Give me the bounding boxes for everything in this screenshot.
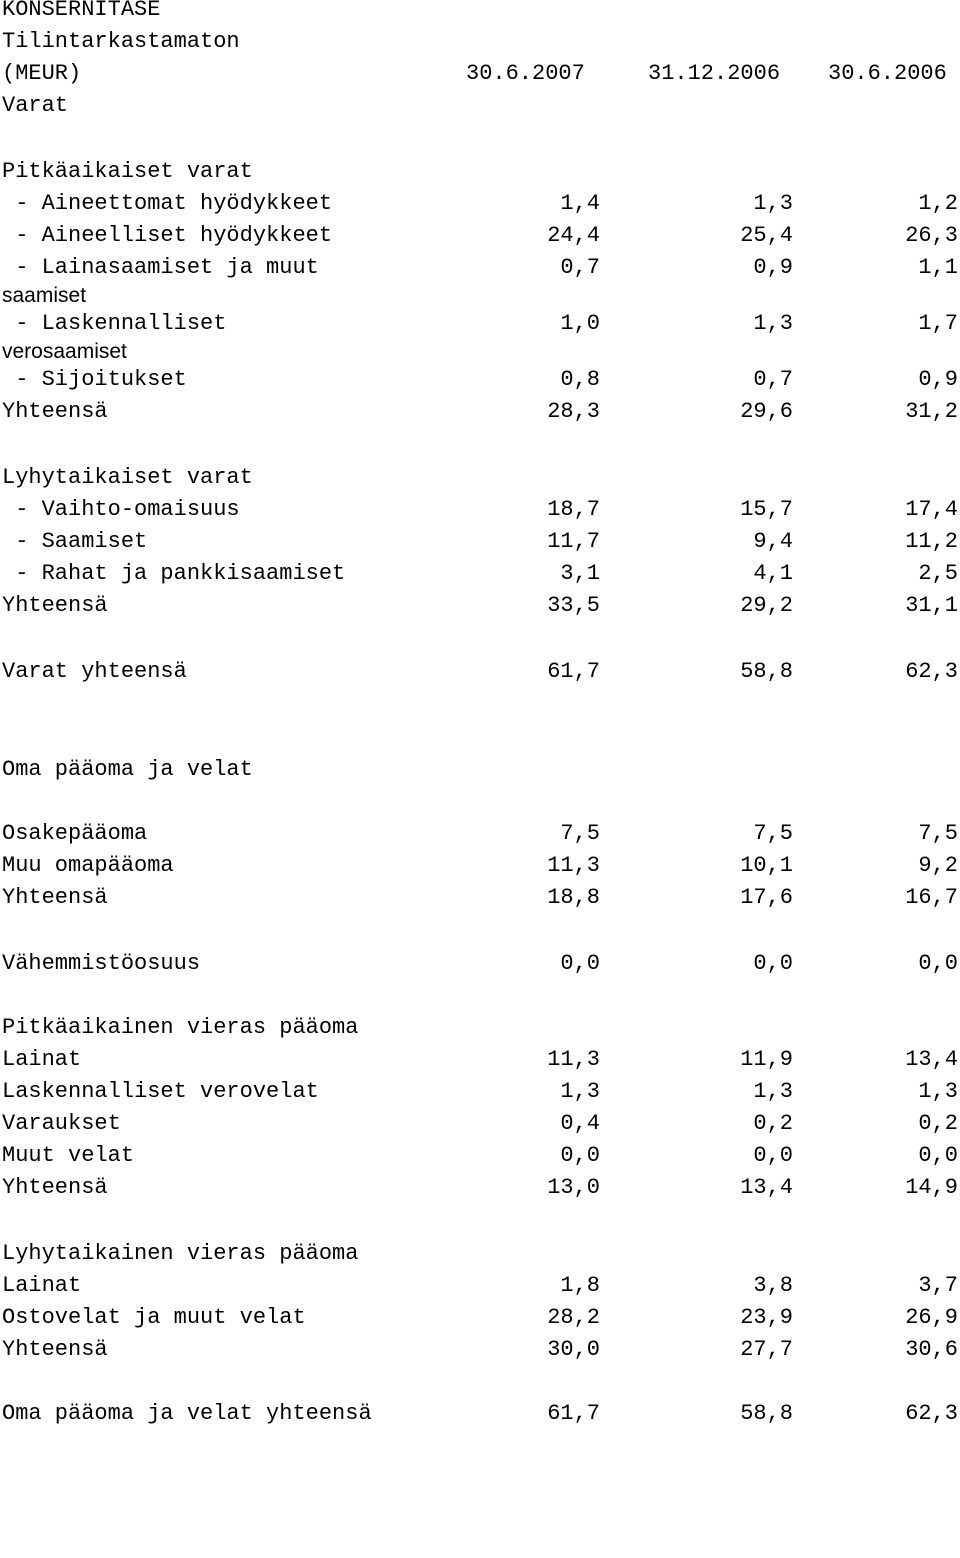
- subtotal-row: Yhteensä 30,0 27,7 30,6: [2, 1337, 958, 1362]
- section-title-pitkaaikaiset-varat: Pitkäaikaiset varat: [2, 159, 253, 184]
- column-header-2006-12: 31.12.2006: [648, 61, 781, 86]
- column-header-row: [2, 58, 958, 90]
- table-row: Ostovelat ja muut velat 28,2 23,9 26,9: [2, 1305, 958, 1330]
- table-row: - Lainasaamiset ja muut 0,7 0,9 1,1: [2, 255, 958, 280]
- section-title-oma-paaoma-ja-velat: Oma pääoma ja velat: [2, 757, 253, 782]
- table-row-vahemmistoosuus: Vähemmistöosuus 0,0 0,0 0,0: [2, 951, 958, 976]
- table-row: - Aineelliset hyödykkeet 24,4 25,4 26,3: [2, 223, 958, 248]
- row-label-continuation: verosaamiset: [2, 340, 127, 363]
- section-title-varat: Varat: [2, 93, 69, 118]
- table-row: - Vaihto-omaisuus 18,7 15,7 17,4: [2, 497, 958, 522]
- row-label-continuation: saamiset: [2, 284, 87, 307]
- unit-label: (MEUR): [2, 61, 82, 86]
- table-row: Lainat 11,3 11,9 13,4: [2, 1047, 958, 1072]
- section-title-pitkaaikainen-vieras-paaoma: Pitkäaikainen vieras pääoma: [2, 1015, 359, 1040]
- document-title: KONSERNITASE: [2, 0, 161, 22]
- table-row: Laskennalliset verovelat 1,3 1,3 1,3: [2, 1079, 958, 1104]
- column-header-2007-06: 30.6.2007: [466, 61, 585, 86]
- table-row: - Laskennalliset 1,0 1,3 1,7: [2, 311, 958, 336]
- table-row: Muut velat 0,0 0,0 0,0: [2, 1143, 958, 1168]
- table-row: - Rahat ja pankkisaamiset 3,1 4,1 2,5: [2, 561, 958, 586]
- section-title-lyhytaikainen-vieras-paaoma: Lyhytaikainen vieras pääoma: [2, 1241, 359, 1266]
- grand-total-row: Oma pääoma ja velat yhteensä 61,7 58,8 62,3: [2, 1401, 958, 1426]
- table-row: Osakepääoma 7,5 7,5 7,5: [2, 821, 958, 846]
- table-row: Varaukset 0,4 0,2 0,2: [2, 1111, 958, 1136]
- total-row-varat: Varat yhteensä 61,7 58,8 62,3: [2, 659, 958, 684]
- subtotal-row: Yhteensä 33,5 29,2 31,1: [2, 593, 958, 618]
- subtotal-row: Yhteensä 18,8 17,6 16,7: [2, 885, 958, 910]
- document-subtitle: Tilintarkastamaton: [2, 29, 240, 54]
- table-row: Muu omapääoma 11,3 10,1 9,2: [2, 853, 958, 878]
- column-header-2006-06: 30.6.2006: [828, 61, 947, 86]
- section-title-lyhytaikaiset-varat: Lyhytaikaiset varat: [2, 465, 253, 490]
- subtotal-row: Yhteensä 13,0 13,4 14,9: [2, 1175, 958, 1200]
- table-row: - Sijoitukset 0,8 0,7 0,9: [2, 367, 958, 392]
- table-row: - Aineettomat hyödykkeet 1,4 1,3 1,2: [2, 191, 958, 216]
- table-row: - Saamiset 11,7 9,4 11,2: [2, 529, 958, 554]
- subtotal-row: Yhteensä 28,3 29,6 31,2: [2, 399, 958, 424]
- table-row: Lainat 1,8 3,8 3,7: [2, 1273, 958, 1298]
